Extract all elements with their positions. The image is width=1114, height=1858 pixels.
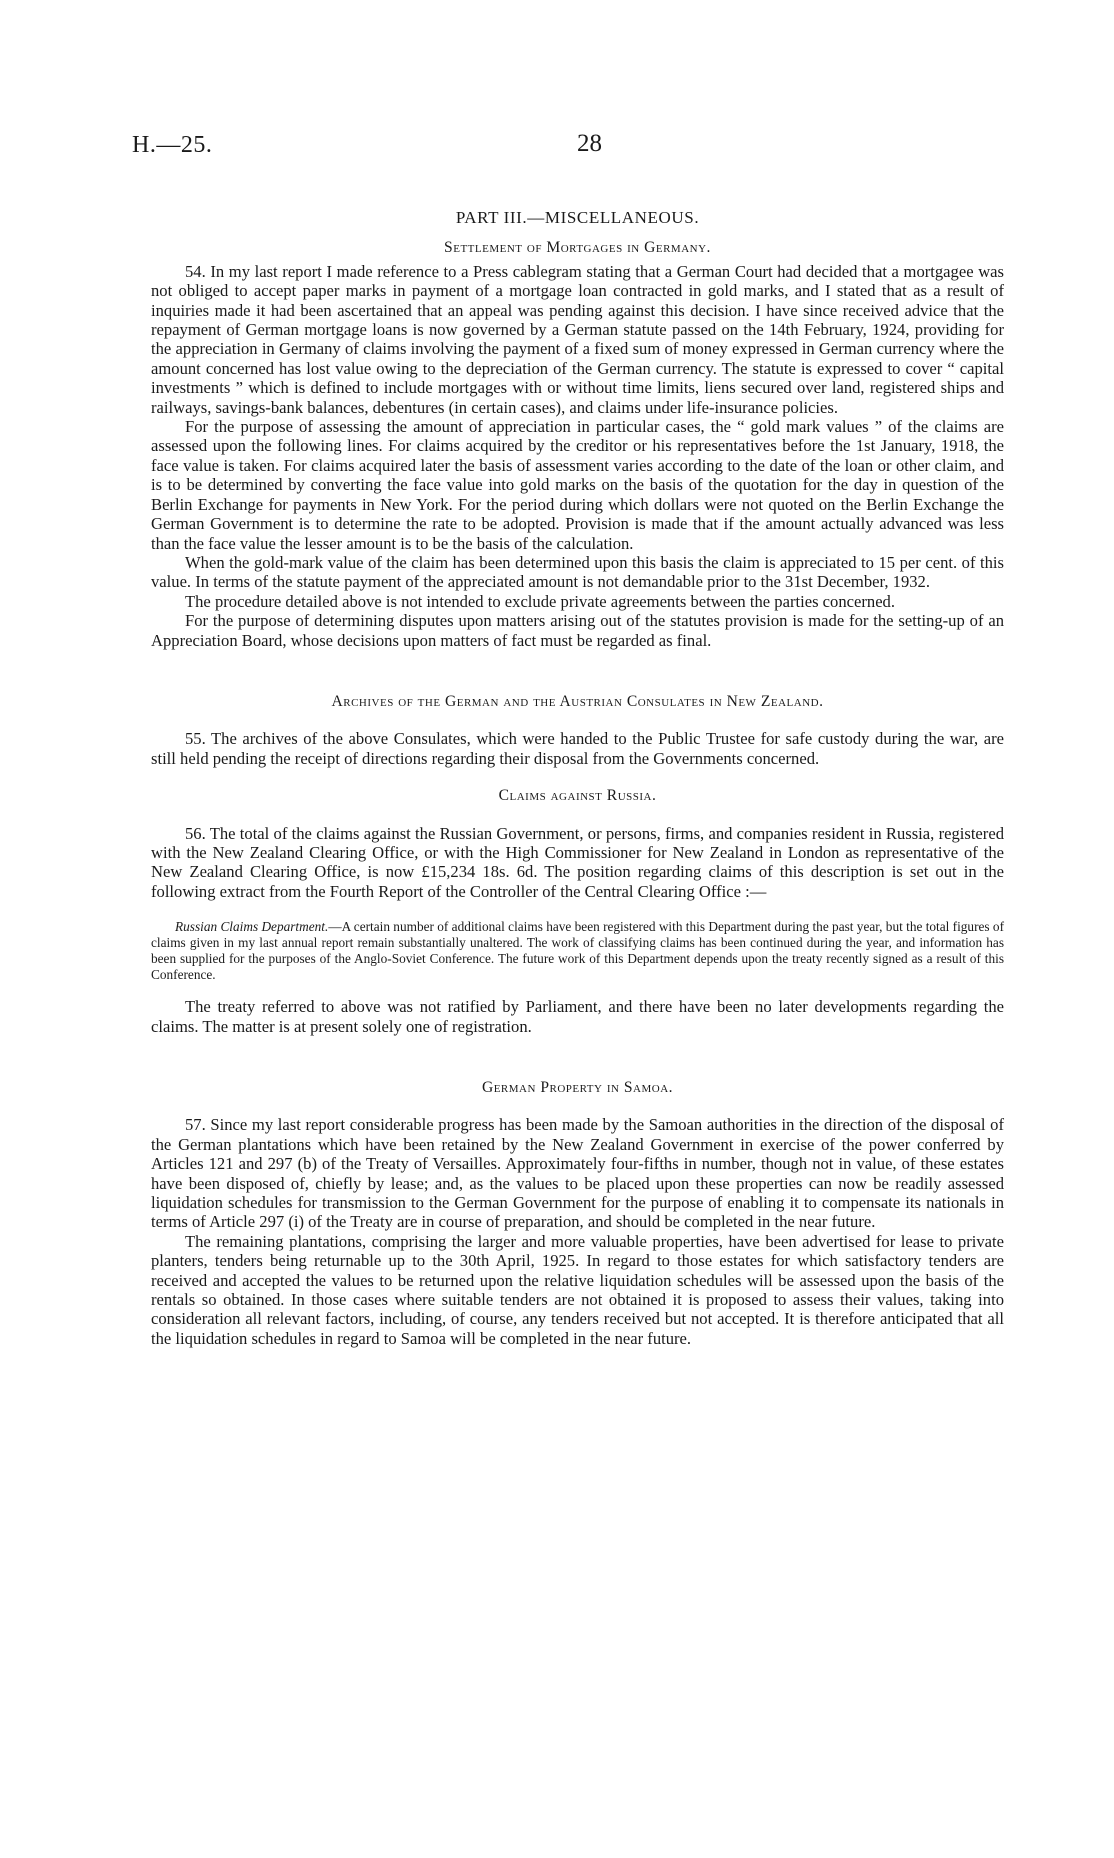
paragraph: For the purpose of determining disputes upon matters arising out of the statutes provision is made for the setting-up of an Appreciation Board, whose decisions upon matters of fact must be regarded as final. <box>151 611 1004 650</box>
paragraph: The treaty referred to above was not ratified by Parliament, and there have been no later developments regarding the claims. The matter is at present solely one of registration. <box>151 997 1004 1036</box>
document-code: H.—25. <box>132 132 213 158</box>
paragraph: 55. The archives of the above Consulates, which were handed to the Public Trustee for safe custody during the war, are still held pending the receipt of directions regarding their disposal from the Governments concerned. <box>151 729 1004 768</box>
paragraph: For the purpose of assessing the amount of appreciation in particular cases, the “ gold mark values ” of the claims are assessed upon the following lines. For claims acquired by the creditor or his representatives before the 1st January, 1918, the face value is taken. For claims acquired later the basis of assessment varies according to the date of the loan or other claim, and is to be determined by converting the face value into gold marks on the basis of the quotation for the day in question of the Berlin Exchange for payments in New York. For the period during which dollars were not quoted on the Berlin Exchange the German Government is to determine the rate to be adopted. Provision is made that if the amount actually advanced was less than the face value the lesser amount is to be the basis of the calculation. <box>151 417 1004 553</box>
section-heading: Claims against Russia. <box>498 787 657 805</box>
section-samoa <box>151 1078 1004 1348</box>
paragraph: 54. In my last report I made reference to a Press cablegram stating that a German Court had decided that a mortgagee was not obliged to accept paper marks in payment of a mortgage loan contracted in gold marks, and I stated that as a result of inquiries made it had been ascertained that an appeal was pending against this decision. I have since received advice that the repayment of German mortgage loans is now governed by a German statute passed on the 14th February, 1924, providing for the appreciation in Germany of claims involving the payment of a fixed sum of money expressed in German currency where the amount concerned has lost value owing to the depreciation of the German currency. The statute is expressed to cover “ capital investments ” which is defined to include mortgages with or without time limits, liens secured over land, registered ships and railways, savings-bank balances, debentures (in certain cases), and claims under life-insurance policies. <box>151 261 1004 417</box>
section-archives <box>151 692 1004 768</box>
section-heading: Settlement of Mortgages in Germany. <box>444 239 711 257</box>
page-number: 28 <box>577 130 602 157</box>
part-title: PART III.—MISCELLANEOUS. <box>455 208 700 227</box>
quote-lead: Russian Claims Department. <box>175 919 329 935</box>
paragraph: The procedure detailed above is not intended to exclude private agreements between the parties concerned. <box>185 591 895 611</box>
section-heading: Archives of the German and the Austrian Consulates in New Zealand. <box>331 692 824 710</box>
section-heading: German Property in Samoa. <box>481 1079 674 1096</box>
quote-text: —A certain number of additional claims have been registered with this Department during the past year, but the total figures of claims given in my last annual report remain substantially unaltered. The work of classifying claims has been continued during the year, and information has been supplied for the purposes of the Anglo-Soviet Conference. The future work of this Department depends upon the treaty recently signed as a result of this Conference. <box>151 919 1004 983</box>
paragraph: 57. Since my last report considerable progress has been made by the Samoan authorities in the direction of the disposal of the German plantations which have been retained by the New Zealand Government in exercise of the power conferred by Articles 121 and 297 (b) of the Treaty of Versailles. Approximately four-fifths in number, though not in value, of these estates have been disposed of, chiefly by lease; and, as the values to be placed upon these properties can now be readily assessed liquidation schedules for transmission to the German Government for the purpose of enabling it to compensate its nationals in terms of Article 297 (i) of the Treaty are in course of preparation, and should be completed in the near future. <box>151 1115 1004 1232</box>
paragraph: When the gold-mark value of the claim has been determined upon this basis the claim is appreciated to 15 per cent. of this value. In terms of the statute payment of the appreciated amount is not demandable prior to the 31st December, 1932. <box>151 552 1004 592</box>
page-body <box>151 208 1004 1348</box>
quoted-extract <box>151 919 1004 983</box>
section-mortgages <box>151 238 1004 650</box>
paragraph: The remaining plantations, comprising the larger and more valuable properties, have been advertised for lease to private planters, tenders being returnable up to the 30th April, 1925. In regard to those estates for which satisfactory tenders are received and accepted the values to be returned upon the relative liquidation schedules will be assessed upon the basis of the rentals so obtained. In those cases where suitable tenders are not obtained it is proposed to assess their values, taking into consideration all relevant factors, including, of course, any tenders received but not accepted. It is therefore anticipated that all the liquidation schedules in regard to Samoa will be completed in the near future. <box>151 1231 1004 1348</box>
section-russia <box>151 786 1004 1036</box>
paragraph: 56. The total of the claims against the Russian Government, or persons, firms, and companies resident in Russia, registered with the New Zealand Clearing Office, or with the High Commissioner for New Zealand in London as representative of the New Zealand Clearing Office, is now £15,234 18s. 6d. The position regarding claims of this description is set out in the following extract from the Fourth Report of the Controller of the Central Clearing Office :— <box>151 823 1004 901</box>
